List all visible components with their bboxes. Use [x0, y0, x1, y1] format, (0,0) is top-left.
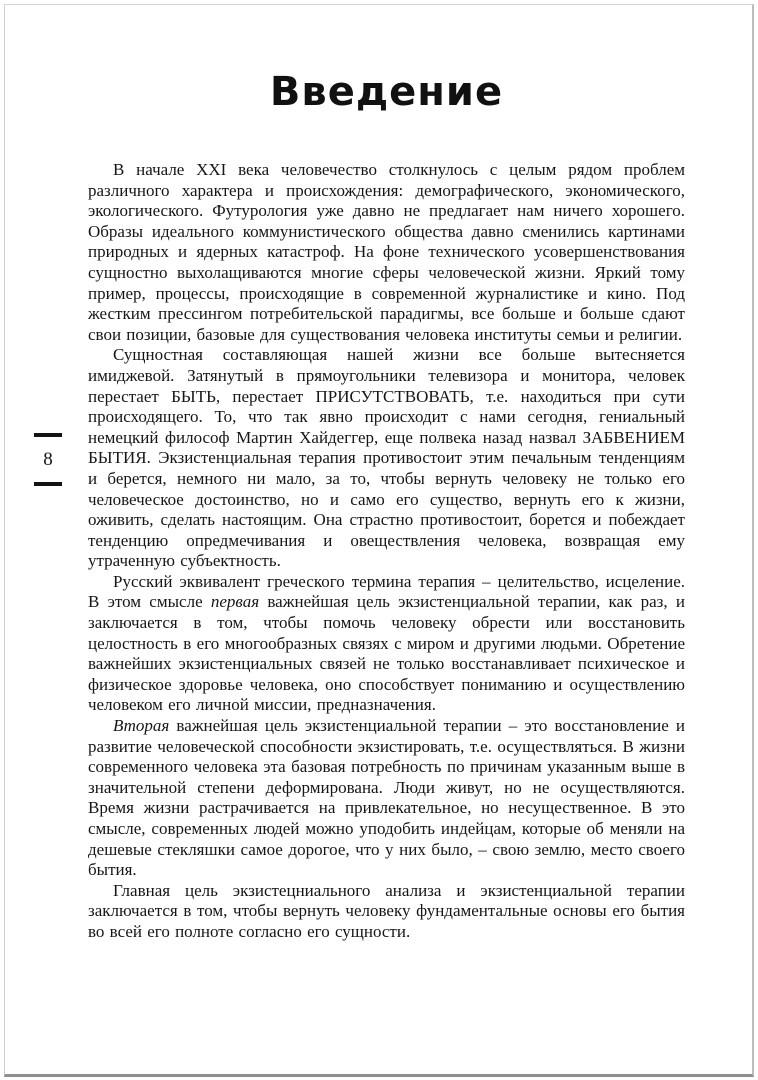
paragraph	[88, 160, 685, 345]
page-content	[88, 68, 685, 943]
body-text	[88, 160, 685, 943]
paragraph	[88, 716, 685, 881]
text-run: важнейшая цель экзистенциальной терапии, как раз, и заключается в том, чтобы помочь человеку обрести или восстановить целостность в его многообразных связях с миром и другими людьми. Обретение важнейших экзистенциальных связей не только восстанавливает психическое и физическое здоровье человека, оно способствует пониманию и осуществлению человеком его личной миссии, предназначения.	[88, 592, 685, 715]
paragraph	[88, 345, 685, 572]
page-title: Введение	[269, 69, 504, 115]
text-run: Сущностная составляющая нашей жизни все больше вытесняется имиджевой. Затянутый в прямоугольники телевизора и монитора, человек перестает БЫТЬ, перестает ПРИСУТСТВОВАТЬ, т.е. находиться при сути происходящего. То, что так явно происходит с нами сегодня, гениальный немецкий философ Мартин Хайдеггер, еще полвека назад назвал ЗАБВЕНИЕМ БЫТИЯ. Экзистенциальная терапия противостоит этим печальным тенденциям и берется, немного ни мало, за то, чтобы вернуть человеку не только его человеческое достоинство, но и само его существо, вернуть его к жизни, оживить, сделать настоящим. Она страстно противостоит, борется и побеждает тенденцию опредмечивания и овеществления человека, возвращая ему утраченную субъектность.	[88, 345, 685, 571]
emphasized-text: Вторая	[113, 716, 170, 736]
text-run: Главная цель экзистецниального анализа и экзистенциальной терапии заключается в том, чтобы вернуть человеку фундаментальные основы его бытия во всей его полноте согласно его сущности.	[88, 880, 685, 941]
emphasized-text: первая	[210, 592, 260, 612]
rule-bottom	[34, 482, 62, 486]
page-number: 8	[43, 449, 53, 470]
page-number-marker	[34, 433, 62, 486]
paragraph	[88, 881, 685, 943]
text-run: важнейшая цель экзистенциальной терапии – это восстановление и развитие человеческой способности экзистировать, т.е. осуществляться. В жизни современного человека эта базовая потребность по причинам указанным выше в значительной степени деформирована. Люди живут, но не осуществляются. Время жизни растрачивается на привлекательное, но несущественное. В это смысле, современных людей можно уподобить индейцам, которые об меняли на дешевые стекляшки самое дорогое, что у них было, – свою землю, место своего бытия.	[88, 716, 685, 880]
paragraph	[88, 572, 685, 716]
text-run: В начале XXI века человечество столкнулось с целым рядом проблем различного характера и происхождения: демографического, экономического, экологического. Футурология уже давно не предлагает нам ничего хорошего. Образы идеального коммунистического общества давно сменились картинами природных и ядерных катастроф. На фоне технического усовершенствования сущностно выхолащиваются многие сферы человеческой жизни. Яркий тому пример, процессы, происходящие в современной журналистике и кино. Под жестким прессингом потребительской парадигмы, все больше и больше сдают свои позиции, базовые для существования человека институты семьи и религии.	[88, 160, 685, 344]
text-run: Русский эквивалент греческого термина терапия – целительство, исцеление. В этом смысле	[88, 571, 685, 612]
